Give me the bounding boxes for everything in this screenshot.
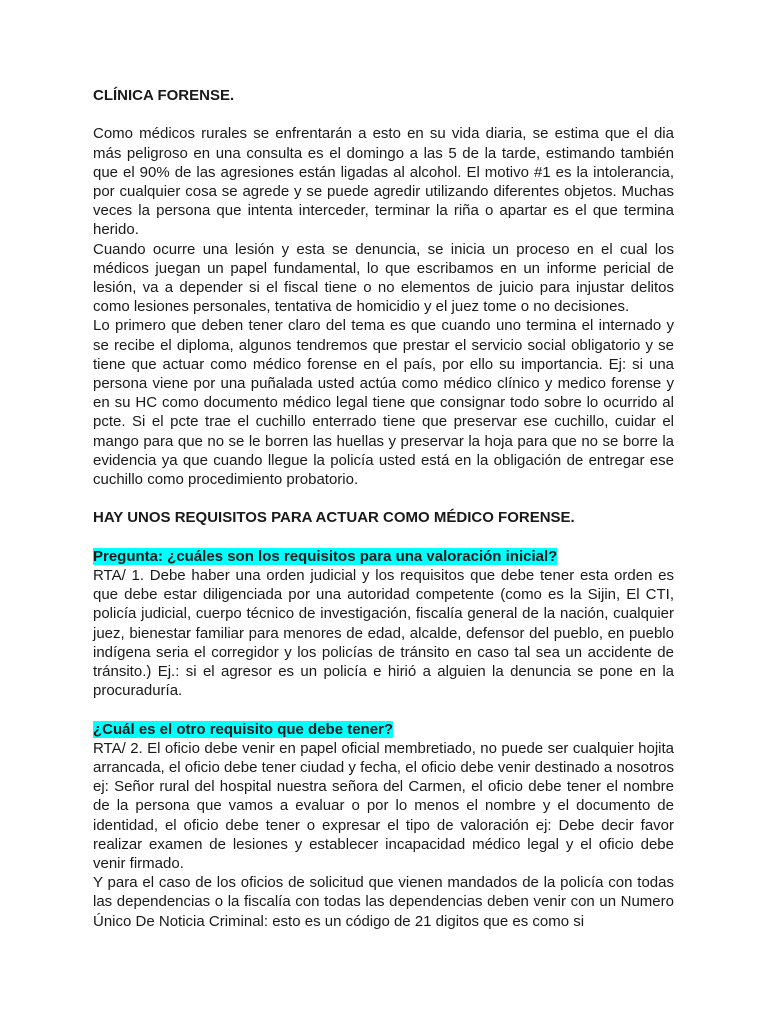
question-2-highlight: ¿Cuál es el otro requisito que debe tener? — [93, 720, 394, 738]
spacer — [93, 105, 674, 124]
spacer — [93, 528, 674, 547]
paragraph-2: Cuando ocurre una lesión y esta se denuncia, se inicia un proceso en el cual los médicos juegan un papel fundamental, lo que escribamos en un informe pericial de lesión, va a depender si el fiscal tiene o no elementos de juicio para injustar delitos como lesiones personales, tentativa de homicidio y el juez tome o no decisiones. — [93, 240, 674, 316]
answer-1: RTA/ 1. Debe haber una orden judicial y los requisitos que debe tener esta orden es que debe estar diligenciada por una autoridad competente (como es la Sijin, El CTI, policía judicial, cuerpo técnico de investigación, fiscalía general de la nación, cualquier juez, bienestar familiar para menores de edad, alcalde, defensor del pueblo, en pueblo indígena seria el corregidor y los policías de tránsito en caso tal sea un accidente de tránsito.) Ej.: si el agresor es un policía e hirió a alguien la denuncia se pone en la procuraduría. — [93, 567, 674, 700]
answer-2-continuation: Y para el caso de los oficios de solicitud que vienen mandados de la policía con todas las dependencias o la fiscalía con todas las dependencias deben venir con un Numero Único De Noticia Criminal: esto es un código de 21 digitos que es como si — [93, 874, 674, 930]
spacer — [93, 489, 674, 508]
document-title: CLÍNICA FORENSE. — [93, 87, 235, 104]
question-1-line — [93, 547, 674, 566]
section-heading: HAY UNOS REQUISITOS PARA ACTUAR COMO MÉDICO FORENSE. — [93, 509, 575, 527]
question-1-highlight: Pregunta: ¿cuáles son los requisitos para una valoración inicial? — [93, 547, 558, 565]
paragraph-3: Lo primero que deben tener claro del tema es que cuando uno termina el internado y se recibe el diploma, algunos tendremos que prestar el servicio social obligatorio y se tiene que actuar como médico forense en el país, por ello su importancia. Ej: si una persona viene por una puñalada usted actúa como médico clínico y medico forense y en su HC como documento médico legal tiene que consignar todo sobre lo ocurrido al pcte. Si el pcte trae el cuchillo enterrado tiene que preservar ese cuchillo, cuidar el mango para que no se le borren las huellas y preservar la hoja para que no se borre la evidencia ya que cuando llegue la policía usted está en la obligación de entregar ese cuchillo como procedimiento probatorio. — [93, 317, 674, 489]
spacer — [93, 700, 674, 719]
answer-2: RTA/ 2. El oficio debe venir en papel oficial membretiado, no puede ser cualquier hojita arrancada, el oficio debe tener ciudad y fecha, el oficio debe venir destinado a nosotros ej: Señor rural del hospital nuestra señora del Carmen, el oficio debe tener el nombre de la persona que vamos a evaluar o por lo menos el nombre y el documento de identidad, el oficio debe tener o expresar el tipo de valoración ej: Debe decir favor realizar examen de lesiones y establecer incapacidad médico legal y el oficio debe venir firmado. — [93, 739, 674, 873]
question-2-line — [93, 720, 674, 739]
paragraph-1: Como médicos rurales se enfrentarán a esto en su vida diaria, se estima que el dia más peligroso en una consulta es el domingo a las 5 de la tarde, estimando también que el 90% de las agresiones están ligadas al alcohol. El motivo #1 es la intolerancia, por cualquier cosa se agrede y se puede agredir utilizando diferentes objetos. Muchas veces la persona que intenta interceder, terminar la riña o apartar es el que termina herido. — [93, 125, 674, 239]
